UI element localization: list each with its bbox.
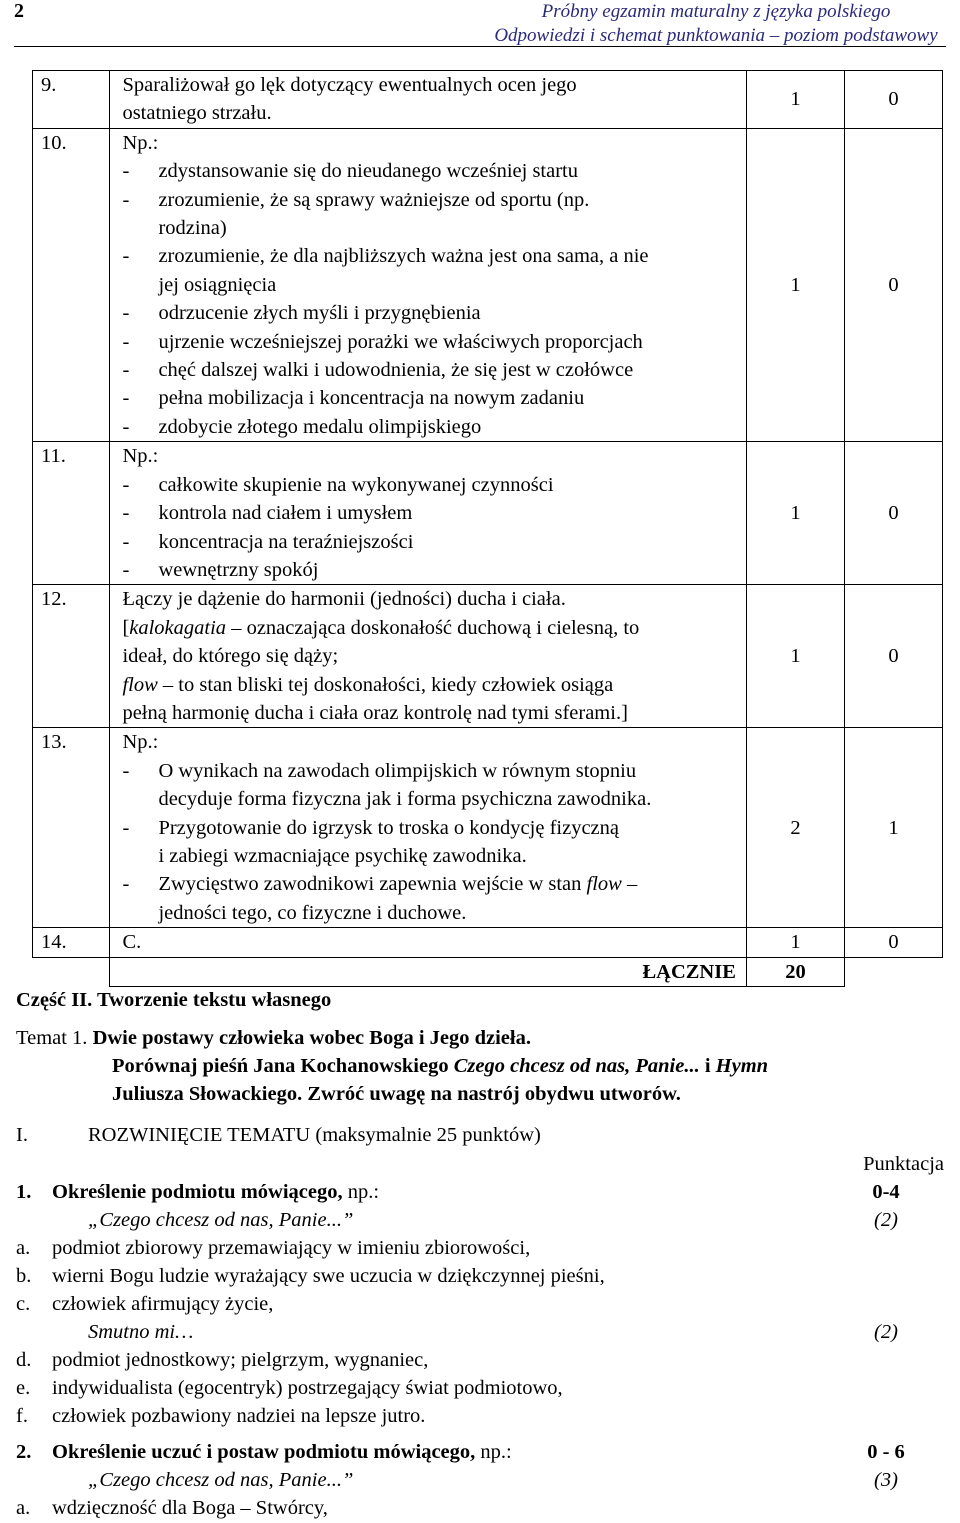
- list-item: - pełna mobilizacja i koncentracja na nowym zadaniu: [122, 387, 585, 410]
- term-kalokagatia: kalokagatia: [129, 616, 227, 639]
- answer-line: Sparaliżował go lęk dotyczący ewentualnych ocen jego: [122, 74, 577, 96]
- list-item: - koncentracja na teraźniejszości: [122, 530, 414, 553]
- list-item: e. indywidualista (egocentryk) postrzegający świat podmiotowo,: [16, 1377, 563, 1399]
- points-min: 1: [845, 728, 943, 928]
- total-value: 20: [746, 957, 844, 986]
- page-header: [0, 0, 960, 48]
- points-max: 1: [746, 442, 844, 585]
- answer-content: [110, 442, 746, 585]
- section-heading: I. ROZWINIĘCIE TEMATU (maksymalnie 25 punktów): [16, 1124, 541, 1146]
- list-item-cont: jej osiągnięcia: [158, 273, 277, 296]
- list-item: d. podmiot jednostkowy; pielgrzym, wygnaniec,: [16, 1349, 429, 1371]
- header-divider: [14, 46, 946, 47]
- points-min: 0: [845, 585, 943, 728]
- part2-heading: Część II. Tworzenie tekstu własnego: [16, 989, 332, 1011]
- answer-line: pełną harmonię ducha i ciała oraz kontrolę nad tymi sferami.]: [122, 701, 628, 724]
- header-title-line2: Odpowiedzi i schemat punktowania – poziom podstawowy: [494, 25, 938, 46]
- list-item: - chęć dalszej walki i udowodnienia, że się jest w czołówce: [122, 359, 634, 382]
- criterion-row: 1. Określenie podmiotu mówiącego, np.: 0-4: [16, 1178, 946, 1206]
- temat-line2: Porównaj pieśń Jana Kochanowskiego Czego chcesz od nas, Panie... i Hymn: [112, 1055, 769, 1077]
- list-item-cont: rodzina): [158, 217, 227, 240]
- answer-line: flow – to stan bliski tej doskonałości, kiedy człowiek osiąga: [122, 673, 614, 696]
- answer-content: [110, 71, 746, 129]
- header-title: [486, 0, 946, 48]
- list-item-cont: decyduje forma fizyczna jak i forma psychiczna zawodnika.: [158, 788, 652, 811]
- criterion-row: 2. Określenie uczuć i postaw podmiotu mówiącego, np.: 0 - 6: [16, 1438, 946, 1466]
- list-item: - zdystansowanie się do nieudanego wcześniej startu: [122, 160, 578, 183]
- page-number: 2: [14, 0, 24, 22]
- answer-line: Łączy je dążenie do harmonii (jedności) ducha i ciała.: [122, 588, 566, 611]
- criterion-score: 0 - 6: [867, 1441, 905, 1463]
- list-item: - całkowite skupienie na wykonywanej czynności: [122, 473, 554, 496]
- answer-intro: Np.:: [122, 131, 159, 154]
- answer-content: [110, 128, 746, 441]
- points-max: 1: [746, 585, 844, 728]
- answer-line: ideał, do którego się dąży;: [122, 645, 339, 668]
- list-item: - zrozumienie, że dla najbliższych ważna jest ona sama, a nie: [122, 245, 649, 268]
- list-item: a. podmiot zbiorowy przemawiający w imieniu zbiorowości,: [16, 1237, 531, 1259]
- term-flow: flow: [122, 673, 158, 696]
- points-max: 1: [746, 128, 844, 441]
- points-min: 0: [845, 71, 943, 129]
- question-number: 12.: [33, 585, 110, 728]
- list-item: a. wdzięczność dla Boga – Stwórcy,: [16, 1497, 328, 1519]
- list-item: - ujrzenie wcześniejszej porażki we właściwych proporcjach: [122, 330, 643, 353]
- list-item: - Zwycięstwo zawodnikowi zapewnia wejście w stan flow –: [122, 873, 638, 896]
- temat-prefix: Temat 1.: [16, 1027, 88, 1049]
- answer-key-table: [32, 70, 943, 987]
- answer-content: C.: [110, 928, 746, 957]
- list-item: c. człowiek afirmujący życie,: [16, 1293, 274, 1315]
- subsection-row: „Czego chcesz od nas, Panie...” (2): [88, 1209, 898, 1231]
- points-min: 0: [845, 928, 943, 957]
- total-label: ŁĄCZNIE: [110, 957, 746, 986]
- temat-line1: [16, 1024, 531, 1052]
- table-row: [33, 585, 943, 728]
- total-row: [33, 957, 943, 986]
- list-item: - wewnętrzny spokój: [122, 558, 319, 581]
- question-number: 10.: [33, 128, 110, 441]
- list-item-cont: i zabiegi wzmacniające psychikę zawodnika.: [158, 844, 527, 867]
- list-item: - O wynikach na zawodach olimpijskich w równym stopniu: [122, 759, 637, 782]
- punktacja-label: Punktacja: [863, 1153, 944, 1175]
- header-title-line1: Próbny egzamin maturalny z języka polskiego: [541, 1, 891, 22]
- temat-title: Dwie postawy człowieka wobec Boga i Jego dzieła.: [92, 1027, 531, 1049]
- question-number: 14.: [33, 928, 110, 957]
- answer-content: [110, 728, 746, 928]
- list-item: b. wierni Bogu ludzie wyrażający swe uczucia w dziękczynnej pieśni,: [16, 1265, 605, 1287]
- table-row: [33, 928, 943, 957]
- table-row: [33, 128, 943, 441]
- list-item-cont: jedności tego, co fizyczne i duchowe.: [158, 901, 467, 924]
- question-number: 13.: [33, 728, 110, 928]
- table-row: [33, 71, 943, 129]
- answer-intro: Np.:: [122, 731, 159, 754]
- criterion-score: 0-4: [872, 1181, 900, 1203]
- answer-line: ostatniego strzału.: [122, 102, 272, 125]
- list-item: - Przygotowanie do igrzysk to troska o kondycję fizyczną: [122, 816, 619, 839]
- answer-line: [kalokagatia – oznaczająca doskonałość duchową i cielesną, to: [122, 616, 640, 639]
- table-row: [33, 442, 943, 585]
- list-item: - kontrola nad ciałem i umysłem: [122, 502, 413, 525]
- points-min: 0: [845, 442, 943, 585]
- list-item: f. człowiek pozbawiony nadziei na lepsze jutro.: [16, 1405, 426, 1427]
- subsection-row: Smutno mi… (2): [88, 1321, 898, 1343]
- list-item: - zrozumienie, że są sprawy ważniejsze od sportu (np.: [122, 188, 590, 211]
- list-item: - zdobycie złotego medalu olimpijskiego: [122, 415, 482, 438]
- question-number: 11.: [33, 442, 110, 585]
- table-row: [33, 728, 943, 928]
- temat-line3: Juliusza Słowackiego. Zwróć uwagę na nastrój obydwu utworów.: [112, 1083, 681, 1105]
- list-item: - odrzucenie złych myśli i przygnębienia: [122, 302, 481, 325]
- subsection-row: „Czego chcesz od nas, Panie...” (3): [88, 1469, 898, 1491]
- points-max: 1: [746, 928, 844, 957]
- points-min: 0: [845, 128, 943, 441]
- answer-content: [110, 585, 746, 728]
- question-number: 9.: [33, 71, 110, 129]
- points-max: 1: [746, 71, 844, 129]
- points-max: 2: [746, 728, 844, 928]
- answer-intro: Np.:: [122, 445, 159, 468]
